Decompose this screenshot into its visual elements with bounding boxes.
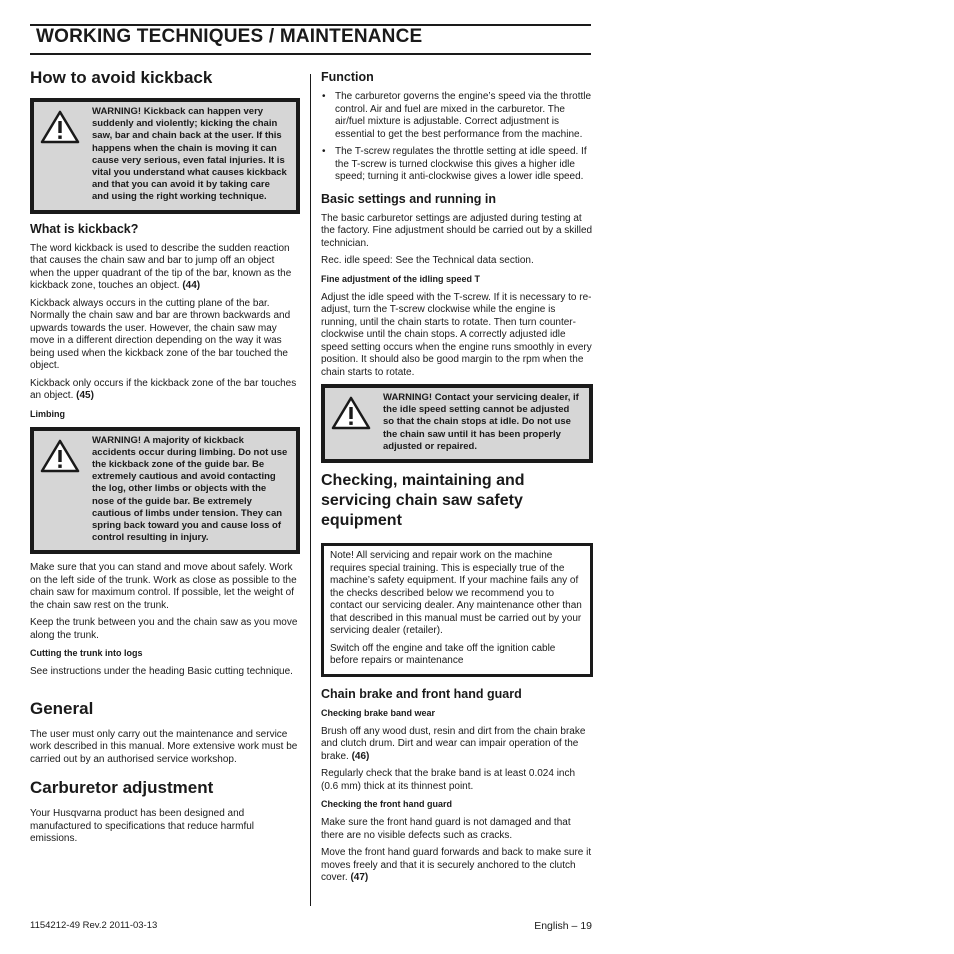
right-column bbox=[321, 70, 593, 890]
what-is-kickback-heading: What is kickback? bbox=[30, 221, 139, 236]
paragraph: The user must only carry out the maintenance and service work described in this manual. More extensive work must be carried out by an authorised service workshop. bbox=[30, 728, 298, 765]
list-item: • The T-screw regulates the throttle setting at idle speed. If the T-screw is turned clockwise this gives a higher idle speed; turning it anti-clockwise gives a lower idle speed. bbox=[321, 146, 593, 184]
note-box bbox=[321, 543, 593, 677]
document-id: 1154212-49 Rev.2 2011-03-13 bbox=[30, 920, 158, 931]
carburetor-heading: Carburetor adjustment bbox=[30, 778, 214, 798]
warning-triangle-icon bbox=[40, 435, 82, 478]
front-hand-guard-heading: Checking the front hand guard bbox=[321, 799, 453, 810]
chain-brake-heading: Chain brake and front hand guard bbox=[321, 686, 522, 701]
brake-band-heading: Checking brake band wear bbox=[321, 707, 436, 718]
column-divider bbox=[310, 74, 311, 906]
paragraph: Brush off any wood dust, resin and dirt from the chain brake and clutch drum. Dirt and wear can impair operation of the brake. (46) bbox=[321, 725, 586, 762]
paragraph: See instructions under the heading Basic cutting technique. bbox=[30, 666, 293, 678]
page-section-title: WORKING TECHNIQUES / MAINTENANCE bbox=[36, 26, 423, 47]
warning-text: WARNING! A majority of kickback accidents occur during limbing. Do not use the kickback zone of the guide bar. Be extremely cautious and avoid contacting the log, other limbs or objects with the nose of the guide bar. Be extremely cautious of limbs under tension. They can spring back toward you and cause loss of control resulting in injury. bbox=[92, 434, 288, 544]
basic-settings-heading: Basic settings and running in bbox=[321, 191, 497, 206]
paragraph: Adjust the idle speed with the T-screw. If it is necessary to re-adjust, turn the T-screw clockwise while the engine is running, until the chain starts to rotate. Then turn counter-clockwise until the chain stops. A correctly adjusted idle speed setting occurs when the engine runs smoothly in every position. It should also be good margin to the rpm when the chain starts to rotate. bbox=[321, 291, 592, 378]
general-heading: General bbox=[30, 698, 94, 718]
limbing-heading: Limbing bbox=[30, 408, 65, 419]
warning-triangle-icon bbox=[331, 392, 373, 435]
paragraph: Keep the trunk between you and the chain saw as you move along the trunk. bbox=[30, 617, 298, 641]
paragraph: Regularly check that the brake band is at least 0.024 inch (0.6 mm) thick at its thinnest point. bbox=[321, 768, 576, 792]
warning-triangle-icon bbox=[40, 106, 82, 149]
fine-adjustment-heading: Fine adjustment of the idling speed T bbox=[321, 273, 481, 284]
paragraph: Make sure that you can stand and move about safely. Work on the left side of the trunk. Work as close as possible to the chain saw for maximum control. If possible, let the weight of the chain saw rest on the trunk. bbox=[30, 562, 297, 611]
function-heading: Function bbox=[321, 70, 374, 84]
paragraph: Kickback only occurs if the kickback zone of the bar touches an object. (45) bbox=[30, 377, 297, 402]
limbing-warning-box bbox=[30, 427, 300, 555]
header-bottom-rule bbox=[30, 53, 591, 55]
checking-heading: Checking, maintaining and servicing chain saw safety equipment bbox=[321, 472, 525, 530]
figure-ref: (45) bbox=[76, 390, 94, 402]
note-text: Switch off the engine and take off the ignition cable before repairs or maintenance bbox=[330, 642, 556, 667]
idle-warning-box bbox=[321, 384, 593, 463]
figure-ref: (44) bbox=[182, 280, 201, 292]
warning-text: WARNING! Kickback can happen very suddenly and violently; kicking the chain saw, bar and chain back at the user. If this happens when the chain is moving it can cause very serious, even fatal injuries. It is vital you understand what causes kickback and that you can avoid it by taking care and using the right working technique. bbox=[92, 106, 287, 203]
cutting-logs-heading: Cutting the trunk into logs bbox=[30, 648, 143, 659]
left-column bbox=[30, 68, 300, 851]
warning-text: WARNING! Contact your servicing dealer, if the idle speed setting cannot be adjusted so that the chain stops at idle. Do not use the chain saw until it has been properly adjusted or repaired. bbox=[383, 392, 579, 452]
note-text: Note! All servicing and repair work on the machine requires special training. This is especially true of the machine’s safety equipment. If your machine fails any of the checks described below we recommend you to contact our servicing dealer. Any maintenance other than that described in this manual must be carried out by your servicing dealer (retailer). bbox=[330, 550, 582, 637]
kickback-warning-box bbox=[30, 98, 300, 214]
kickback-heading: How to avoid kickback bbox=[30, 68, 213, 87]
paragraph: Move the front hand guard forwards and back to make sure it moves freely and that it is securely anchored to the clutch cover. (47) bbox=[321, 847, 592, 884]
figure-ref: (47) bbox=[350, 872, 369, 884]
paragraph: Your Husqvarna product has been designed and manufactured to specifications that reduce harmful emissions. bbox=[30, 808, 255, 845]
page-number: English – 19 bbox=[534, 920, 592, 932]
function-list bbox=[321, 91, 593, 184]
figure-ref: (46) bbox=[351, 750, 370, 762]
paragraph: Rec. idle speed: See the Technical data section. bbox=[321, 255, 534, 266]
paragraph: The basic carburetor settings are adjusted during testing at the factory. Fine adjustment should be carried out by a skilled technician. bbox=[321, 212, 593, 249]
paragraph: The word kickback is used to describe the sudden reaction that causes the chain saw and bar to jump off an object when the upper quadrant of the tip of the bar, known as the kickback zone, touches an object. (44) bbox=[30, 242, 292, 292]
paragraph: Make sure the front hand guard is not damaged and that there are no visible defects such as cracks. bbox=[321, 817, 571, 841]
paragraph: Kickback always occurs in the cutting plane of the bar. Normally the chain saw and bar are thrown backwards and upwards towards the user. However, the chain saw may move in a different direction depending on the way it was being used when the kickback zone of the bar touched the object. bbox=[30, 297, 291, 372]
list-item: • The carburetor governs the engine’s speed via the throttle control. Air and fuel are mixed in the carburetor. The air/fuel mixture is adjustable. Correct adjustment is essential to get the best performance from the machine. bbox=[321, 91, 593, 141]
